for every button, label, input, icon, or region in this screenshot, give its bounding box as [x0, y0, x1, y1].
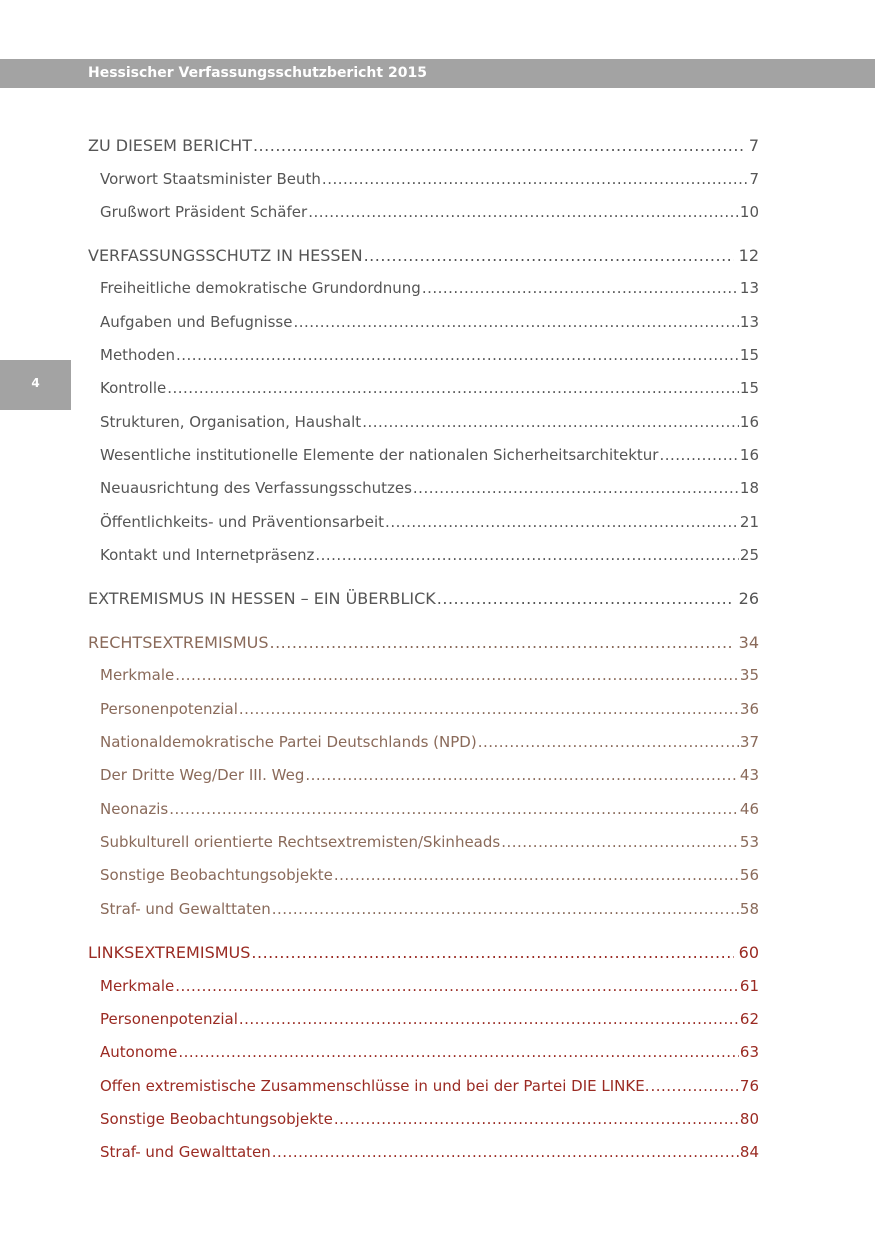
- header-bar: [0, 59, 875, 88]
- toc-subsection-entry[interactable]: [100, 479, 759, 497]
- toc-entry-page: 10: [739, 203, 759, 221]
- toc-subsection-entry[interactable]: [100, 279, 759, 297]
- toc-entry-page: 46: [739, 800, 759, 818]
- toc-dot-leader: [272, 900, 739, 918]
- toc-entry-page: 7: [749, 170, 759, 188]
- toc-entry-title: Personenpotenzial: [100, 1010, 238, 1028]
- toc-subsection-entry[interactable]: [100, 446, 759, 464]
- toc-entry-page: 37: [739, 733, 759, 751]
- toc-dot-leader: [334, 1110, 739, 1128]
- toc-entry-page: 56: [739, 866, 759, 884]
- toc-entry-title: Kontakt und Internetpräsenz: [100, 546, 315, 564]
- toc-entry-title: Nationaldemokratische Partei Deutschlands (NPD): [100, 733, 477, 751]
- toc-entry-page: 84: [739, 1143, 759, 1161]
- toc-subsection-entry[interactable]: [100, 379, 759, 397]
- toc-subsection-entry[interactable]: [100, 900, 759, 918]
- toc-subsection-entry[interactable]: [100, 1143, 759, 1161]
- toc-entry-page: 34: [738, 633, 759, 652]
- toc-entry-page: 60: [738, 943, 759, 962]
- toc-entry-title: Merkmale: [100, 977, 175, 995]
- toc-dot-leader: [272, 1143, 739, 1161]
- toc-dot-leader: [270, 633, 734, 652]
- toc-subsection-entry[interactable]: [100, 546, 759, 564]
- toc-entry-title: Merkmale: [100, 666, 175, 684]
- toc-entry-title: EXTREMISMUS IN HESSEN – EIN ÜBERBLICK: [88, 589, 436, 608]
- toc-dot-leader: [175, 977, 739, 995]
- toc-entry-page: 15: [739, 346, 759, 364]
- toc-entry-page: 36: [739, 700, 759, 718]
- toc-entry-title: LINKSEXTREMISMUS: [88, 943, 251, 962]
- toc-dot-leader: [322, 170, 749, 188]
- toc-entry-title: Strukturen, Organisation, Haushalt: [100, 413, 362, 431]
- toc-subsection-entry[interactable]: [100, 170, 759, 188]
- toc-entry-page: 62: [739, 1010, 759, 1028]
- toc-entry-title: Freiheitliche demokratische Grundordnung: [100, 279, 421, 297]
- toc-dot-leader: [362, 413, 739, 431]
- toc-entry-title: Subkulturell orientierte Rechtsextremisten/Skinheads: [100, 833, 501, 851]
- toc-section-entry[interactable]: [88, 633, 759, 652]
- toc-entry-title: Neuausrichtung des Verfassungsschutzes: [100, 479, 412, 497]
- toc-entry-title: Vorwort Staatsminister Beuth: [100, 170, 321, 188]
- toc-entry-page: 16: [739, 413, 759, 431]
- running-header-title: Hessischer Verfassungsschutzbericht 2015: [88, 65, 427, 81]
- toc-dot-leader: [413, 479, 739, 497]
- toc-entry-title: Neonazis: [100, 800, 169, 818]
- toc-subsection-entry[interactable]: [100, 800, 759, 818]
- toc-dot-leader: [364, 246, 734, 265]
- toc-entry-page: 58: [739, 900, 759, 918]
- toc-dot-leader: [501, 833, 739, 851]
- toc-entry-title: Aufgaben und Befugnisse: [100, 313, 293, 331]
- toc-dot-leader: [478, 733, 739, 751]
- toc-entry-title: Straf- und Gewalttaten: [100, 1143, 271, 1161]
- toc-entry-title: Straf- und Gewalttaten: [100, 900, 271, 918]
- toc-entry-page: 80: [739, 1110, 759, 1128]
- toc-subsection-entry[interactable]: [100, 666, 759, 684]
- toc-entry-page: 61: [739, 977, 759, 995]
- toc-dot-leader: [305, 766, 739, 784]
- toc-entry-page: 15: [739, 379, 759, 397]
- toc-dot-leader: [293, 313, 738, 331]
- toc-dot-leader: [315, 546, 739, 564]
- toc-entry-page: 35: [739, 666, 759, 684]
- toc-entry-title: RECHTSEXTREMISMUS: [88, 633, 269, 652]
- toc-dot-leader: [169, 800, 739, 818]
- toc-dot-leader: [175, 666, 739, 684]
- toc-dot-leader: [385, 513, 739, 531]
- toc-dot-leader: [437, 589, 734, 608]
- toc-dot-leader: [167, 379, 739, 397]
- toc-subsection-entry[interactable]: [100, 766, 759, 784]
- toc-entry-page: 76: [739, 1077, 759, 1095]
- toc-dot-leader: [253, 136, 744, 155]
- toc-dot-leader: [334, 866, 739, 884]
- toc-entry-title: Personenpotenzial: [100, 700, 238, 718]
- toc-subsection-entry[interactable]: [100, 866, 759, 884]
- toc-entry-title: Methoden: [100, 346, 175, 364]
- toc-subsection-entry[interactable]: [100, 733, 759, 751]
- toc-entry-page: 16: [739, 446, 759, 464]
- toc-dot-leader: [650, 1077, 738, 1095]
- toc-subsection-entry[interactable]: [100, 833, 759, 851]
- toc-entry-title: Sonstige Beobachtungsobjekte: [100, 866, 333, 884]
- page-number-tab: [0, 360, 71, 410]
- toc-entry-title: Sonstige Beobachtungsobjekte: [100, 1110, 333, 1128]
- toc-dot-leader: [176, 346, 739, 364]
- toc-entry-title: Öffentlichkeits- und Präventionsarbeit: [100, 513, 385, 531]
- toc-subsection-entry[interactable]: [100, 700, 759, 718]
- toc-section-entry[interactable]: [88, 246, 759, 265]
- toc-dot-leader: [239, 700, 739, 718]
- toc-subsection-entry[interactable]: [100, 1110, 759, 1128]
- toc-subsection-entry[interactable]: [100, 203, 759, 221]
- toc-entry-page: 21: [739, 513, 759, 531]
- toc-entry-title: Kontrolle: [100, 379, 167, 397]
- toc-dot-leader: [178, 1043, 739, 1061]
- toc-entry-title: ZU DIESEM BERICHT: [88, 136, 252, 155]
- toc-entry-title: Der Dritte Weg/Der III. Weg: [100, 766, 305, 784]
- toc-entry-page: 12: [738, 246, 759, 265]
- toc-entry-page: 13: [739, 279, 759, 297]
- toc-entry-page: 26: [738, 589, 759, 608]
- toc-subsection-entry[interactable]: [100, 413, 759, 431]
- toc-dot-leader: [659, 446, 738, 464]
- toc-dot-leader: [239, 1010, 739, 1028]
- toc-entry-title: Offen extremistische Zusammenschlüsse in und bei der Partei DIE LINKE.: [100, 1077, 650, 1095]
- toc-subsection-entry[interactable]: [100, 1077, 759, 1095]
- toc-subsection-entry[interactable]: [100, 513, 759, 531]
- toc-entry-page: 18: [739, 479, 759, 497]
- toc-entry-title: Wesentliche institutionelle Elemente der nationalen Sicherheitsarchitektur: [100, 446, 659, 464]
- toc-subsection-entry[interactable]: [100, 1043, 759, 1061]
- toc-entry-page: 53: [739, 833, 759, 851]
- toc-section-entry[interactable]: [88, 136, 759, 155]
- toc-dot-leader: [422, 279, 739, 297]
- toc-dot-leader: [308, 203, 739, 221]
- toc-subsection-entry[interactable]: [100, 346, 759, 364]
- toc-entry-page: 63: [739, 1043, 759, 1061]
- toc-entry-page: 25: [739, 546, 759, 564]
- toc-section-entry[interactable]: [88, 589, 759, 608]
- toc-entry-page: 7: [748, 136, 759, 155]
- toc-subsection-entry[interactable]: [100, 977, 759, 995]
- toc-entry-title: Autonome: [100, 1043, 178, 1061]
- toc-entry-page: 43: [739, 766, 759, 784]
- toc-subsection-entry[interactable]: [100, 1010, 759, 1028]
- toc-section-entry[interactable]: [88, 943, 759, 962]
- toc-dot-leader: [251, 943, 733, 962]
- toc-entry-page: 13: [739, 313, 759, 331]
- page-number: 4: [31, 376, 40, 390]
- toc-entry-title: Grußwort Präsident Schäfer: [100, 203, 308, 221]
- toc-subsection-entry[interactable]: [100, 313, 759, 331]
- toc-entry-title: VERFASSUNGSSCHUTZ IN HESSEN: [88, 246, 363, 265]
